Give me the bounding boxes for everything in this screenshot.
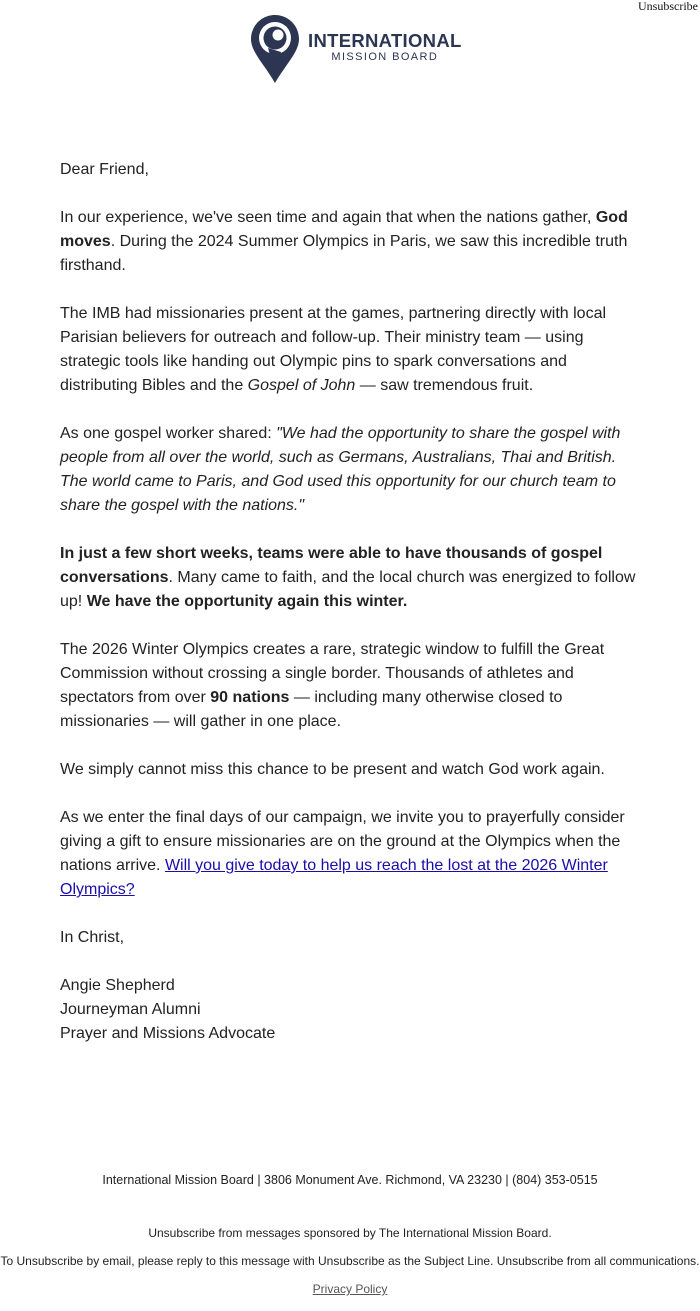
imb-logo[interactable] [250, 14, 462, 84]
signature-title-1: Journeyman Alumni [60, 1001, 201, 1018]
unsubscribe-sponsored-text[interactable]: Unsubscribe from messages sponsored by The International Mission Board. [148, 1226, 552, 1240]
p3-text-a: As one gospel worker shared: [60, 425, 277, 442]
p1-text-c: . During the 2024 Summer Olympics in Paris, we saw this incredible truth firsthand. [60, 233, 628, 274]
p2-italic: Gospel of John [247, 377, 356, 394]
unsubscribe-email-text[interactable]: To Unsubscribe by email, please reply to this message with Unsubscribe as the Subject Line. Unsubscribe from all communications. [0, 1254, 700, 1268]
give-today-link[interactable]: Will you give today to help us reach the lost at the 2026 Winter Olympics? [60, 857, 608, 898]
p4-bold-c: We have the opportunity again this winter. [86, 593, 408, 610]
top-unsubscribe-link[interactable]: Unsubscribe [638, 0, 698, 13]
signature-name: Angie Shepherd [60, 977, 175, 994]
p5-text-c: — including many otherwise closed to missionaries — will gather in one place. [60, 689, 563, 730]
map-pin-icon [250, 14, 300, 84]
paragraph-3 [60, 422, 645, 518]
p2-text-c: — saw tremendous fruit. [355, 377, 534, 394]
p5-text-a: The 2026 Winter Olympics creates a rare, strategic window to fulfill the Great Commission without crossing a single border. Thousands of athletes and spectators from over [60, 641, 605, 706]
p4-bold-a: In just a few short weeks, teams were able to have thousands of gospel conversations [60, 545, 603, 586]
paragraph-6: We simply cannot miss this chance to be present and watch God work again. [60, 761, 605, 778]
p1-text-a: In our experience, we've seen time and again that when the nations gather, [60, 209, 596, 226]
privacy-policy-wrapper [0, 1281, 700, 1297]
paragraph-4 [60, 542, 645, 614]
logo-wordmark [308, 31, 462, 64]
paragraph-5 [60, 638, 645, 734]
privacy-policy-link[interactable]: Privacy Policy [312, 1282, 388, 1296]
closing: In Christ, [60, 929, 125, 946]
p7-text-a: As we enter the final days of our campaign, we invite you to prayerfully consider giving a gift to ensure missionaries are on the ground at the Olympics when the nations arrive. [60, 809, 625, 874]
paragraph-1 [60, 206, 645, 278]
footer-address: International Mission Board | 3806 Monument Ave. Richmond, VA 23230 | (804) 353-0515 [102, 1173, 598, 1187]
logo-line-1: INTERNATIONAL [308, 30, 462, 51]
p1-bold: God moves [60, 209, 628, 250]
p3-quote: "We had the opportunity to share the gospel with people from all over the world, such as Germans, Australians, Thai and British. The world came to Paris, and God used this opportunity for our church team to share the gospel with the nations." [60, 425, 621, 514]
letter-body [60, 158, 645, 1046]
p4-text-b: . Many came to faith, and the local church was energized to follow up! [60, 569, 636, 610]
paragraph-2 [60, 302, 645, 398]
greeting: Dear Friend, [60, 161, 149, 178]
p2-text-a: The IMB had missionaries present at the games, partnering directly with local Parisian believers for outreach and follow-up. Their ministry team — using strategic tools like handing out Olympic pins to spark conversations and distributing Bibles and the [60, 305, 607, 394]
signature-title-2: Prayer and Missions Advocate [60, 1025, 276, 1042]
p5-bold: 90 nations [210, 689, 290, 706]
logo-line-2: MISSION BOARD [331, 51, 439, 63]
paragraph-7 [60, 806, 645, 902]
